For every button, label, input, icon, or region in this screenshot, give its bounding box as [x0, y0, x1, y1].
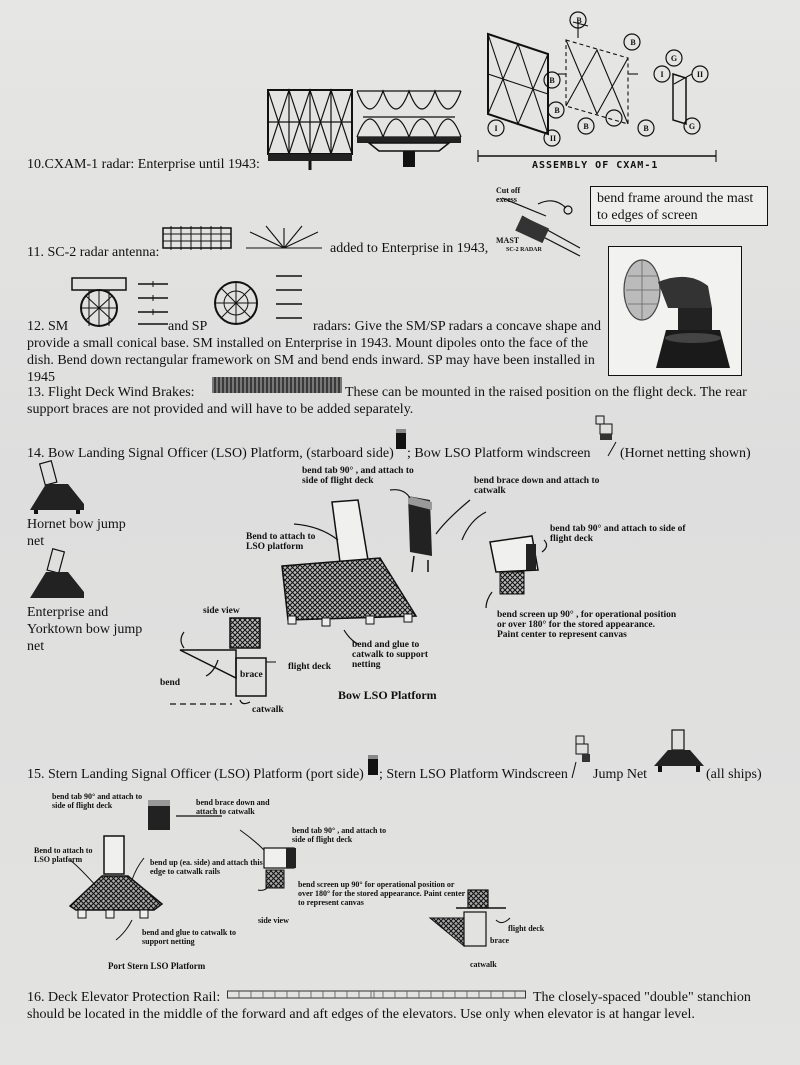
item-16-text: The closely-spaced "double" stanchion should be located in the middle of the forward and aft edges of the elevators. Use only when elevator is at hangar level. [27, 990, 751, 1022]
enterprise-bow-jump-net-label: Enterprise and Yorktown bow jump net [27, 605, 143, 654]
item-15-suffix: (all ships) [706, 767, 762, 782]
cxam-mark-b4: B [554, 106, 560, 115]
cxam-radar-assembled-drawing [355, 87, 463, 171]
bow-glue-label: bend and glue to catwalk to support netting [352, 640, 429, 670]
stern-bend-up-label: bend up (ea. side) and attach this edge to catwalk rails [150, 858, 263, 876]
stern-brace-side-label: brace [490, 936, 510, 945]
cxam-mark-ii2: II [696, 70, 704, 79]
item-12-sp-label: and SP [168, 319, 208, 334]
cxam-mark-b6: B [643, 124, 649, 133]
sc2-antenna-side-drawing [246, 224, 322, 252]
sc2-mast-label: MAST [496, 236, 520, 245]
bow-lso-platform-diagram [170, 480, 590, 710]
item-16-label: 16. Deck Elevator Protection Rail: [27, 990, 221, 1005]
item-15-label: 15. Stern Landing Signal Officer (LSO) Platform (port side) [27, 767, 364, 782]
item-15-jump-net-label: Jump Net [593, 767, 648, 782]
bow-flight-deck-label: flight deck [288, 662, 332, 672]
bow-windscreen-icon [594, 414, 618, 456]
item-14-label: 14. Bow Landing Signal Officer (LSO) Platform, (starboard side) [27, 446, 394, 461]
sp-radar-photo [608, 246, 742, 376]
stern-flight-deck-label: flight deck [508, 924, 545, 933]
bow-lso-platform-title: Bow LSO Platform [338, 688, 437, 702]
bow-brace-label: bend brace down and attach to catwalk [474, 476, 600, 496]
sp-dipoles-drawing [272, 272, 306, 324]
stern-lso-platform-title: Port Stern LSO Platform [108, 961, 206, 971]
stern-tab2-label: bend tab 90° , and attach to side of flight deck [292, 826, 387, 844]
sc2-radar-label: SC-2 RADAR [506, 247, 542, 253]
sc2-bend-note-box: bend frame around the mast to edges of screen [590, 186, 768, 226]
bow-lso-platform-icon [395, 428, 407, 450]
bow-screen-label: bend screen up 90° , for operational position or over 180° for the stored appearance. Paint center to represent canvas [497, 610, 677, 640]
stern-bend-attach-label: Bend to attach to LSO platform [34, 846, 93, 864]
cxam-mark-iii [579, 122, 580, 131]
bow-catwalk-label: catwalk [252, 705, 284, 715]
cxam-assembly-diagram [478, 14, 718, 174]
item-13-text: These can be mounted in the raised position on the flight deck. The rear support braces are not provided and will have to be added separately. [27, 385, 747, 417]
stern-catwalk-label: catwalk [470, 960, 497, 969]
item-13-label: 13. Flight Deck Wind Brakes: [27, 385, 195, 400]
sc2-cutoff-label: Cut off excess [496, 186, 521, 204]
item-11-label: 11. SC-2 radar antenna: [27, 245, 160, 260]
cxam-mark-b2: B [630, 38, 636, 47]
item-12-text: radars: Give the SM/SP radars a concave shape and provide a small conical base. SM installed on Enterprise in 1943. Mount dipoles onto the face of the dish. Bend down rectangular framework on SM and bend ends inward. SP may have been installed in 1945 [27, 319, 601, 385]
sc2-antenna-drawing [161, 222, 233, 252]
enterprise-bow-jump-net-drawing [28, 548, 88, 604]
item-10-text: 10.CXAM-1 radar: Enterprise until 1943: [27, 157, 260, 172]
bow-side-view-label: side view [203, 606, 240, 616]
hornet-bow-jump-net-drawing [28, 460, 88, 516]
cxam-radar-front-drawing [266, 88, 356, 170]
stern-brace-label: bend brace down and attach to catwalk [196, 798, 270, 816]
cxam-assembly-caption: ASSEMBLY OF CXAM-1 [532, 160, 659, 171]
cxam-mark-b5: B [583, 122, 589, 131]
item-14-windscreen-label: ; Bow LSO Platform windscreen [407, 446, 591, 461]
cxam-mark-b1: B [576, 16, 582, 25]
bow-brace-side-label: brace [240, 670, 263, 680]
item-11-suffix: added to Enterprise in 1943, [330, 241, 489, 256]
cxam-mark-ii1: II [549, 134, 557, 143]
bow-tab1-label: bend tab 90° , and attach to side of flight deck [302, 466, 414, 486]
item-12-sm-label: 12. SM [27, 319, 69, 334]
cxam-mark-i1: I [494, 124, 498, 133]
cxam-mark-b3: B [549, 76, 555, 85]
hornet-bow-jump-net-label: Hornet bow jump net [27, 517, 126, 549]
stern-side-view-label: side view [258, 916, 289, 925]
cxam-mark-g1: G [670, 54, 678, 63]
cxam-mark-i2: I [660, 70, 664, 79]
stern-tab1-label: bend tab 90° and attach to side of flight deck [52, 792, 143, 810]
item-15-windscreen-label: ; Stern LSO Platform Windscreen [379, 767, 568, 782]
stern-glue-label: bend and glue to catwalk to support netting [142, 928, 237, 946]
item-14-suffix: (Hornet netting shown) [620, 446, 751, 461]
bow-bend-label: bend [160, 678, 181, 688]
bow-tab2-label: bend tab 90° and attach to side of flight deck [550, 524, 686, 544]
cxam-mark-g2: G [688, 122, 696, 131]
stern-lso-platform-icon [367, 754, 379, 776]
stern-screen-label: bend screen up 90° for operational position or over 180° for the stored appearance. Paint center to represent canvas [298, 880, 466, 907]
bow-bend-attach-label: Bend to attach to LSO platform [246, 532, 316, 552]
stern-jump-net-icon [652, 728, 706, 776]
